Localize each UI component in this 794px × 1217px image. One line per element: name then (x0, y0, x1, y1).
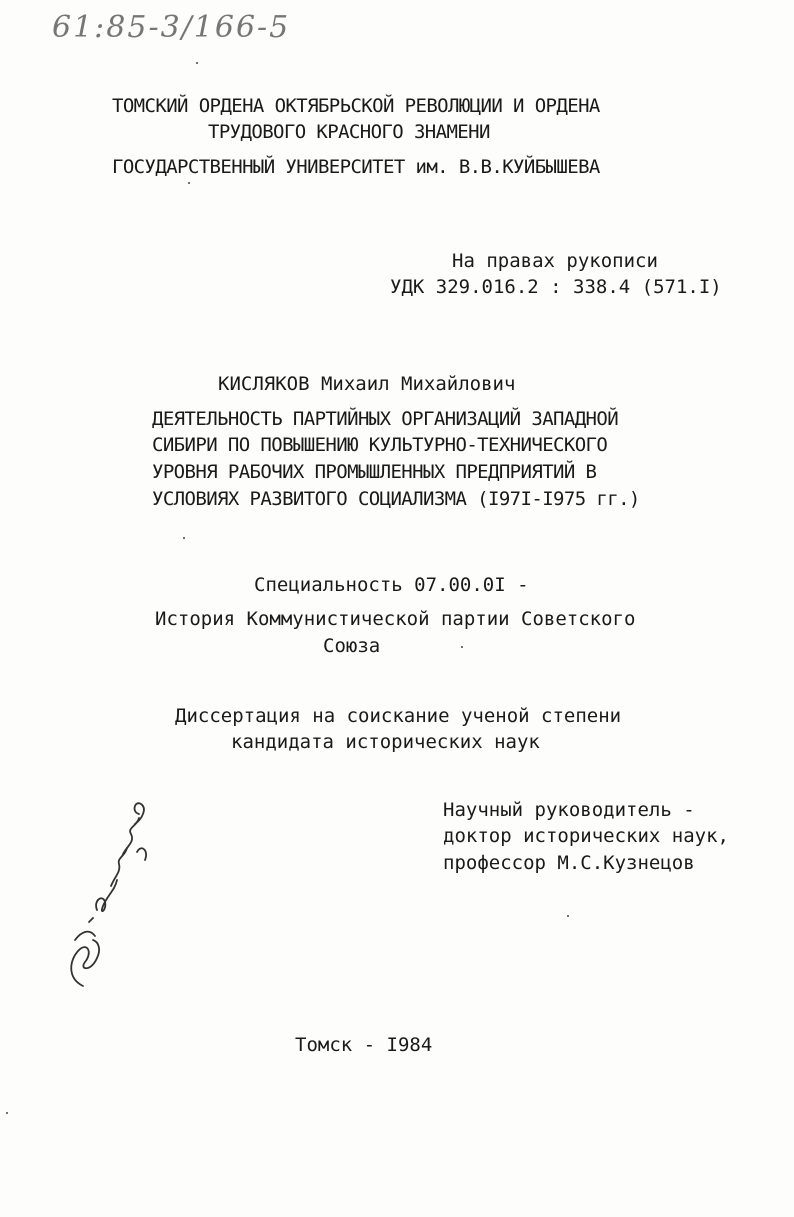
specialty-line-3: Союза (323, 635, 381, 657)
dissertation-line-2: кандидата исторических наук (231, 731, 540, 753)
supervisor-line-2: доктор исторических наук, (443, 825, 729, 847)
paper-speck (567, 915, 569, 917)
institution-line-3: ГОСУДАРСТВЕННЫЙ УНИВЕРСИТЕТ им. В.В.КУЙБЫШЕВА (112, 156, 600, 178)
author-signature (45, 790, 165, 1000)
dissertation-line-1: Диссертация на соискание ученой степени (175, 705, 622, 727)
institution-line-2: ТРУДОВОГО КРАСНОГО ЗНАМЕНИ (208, 121, 490, 143)
author-name: КИСЛЯКОВ Михаил Михайлович (218, 373, 516, 395)
archive-mark: 61:85-3/166-5 (52, 10, 291, 45)
title-line-4: УСЛОВИЯХ РАЗВИТОГО СОЦИАЛИЗМА (I97I-I975 гг.) (152, 488, 640, 510)
supervisor-line-1: Научный руководитель - (443, 799, 695, 821)
paper-speck (6, 1112, 8, 1114)
place-year: Томск - I984 (295, 1034, 433, 1056)
title-line-2: СИБИРИ ПО ПОВЫШЕНИЮ КУЛЬТУРНО-ТЕХНИЧЕСКОГО (152, 434, 608, 456)
title-line-1: ДЕЯТЕЛЬНОСТЬ ПАРТИЙНЫХ ОРГАНИЗАЦИЙ ЗАПАДНОЙ (152, 408, 619, 430)
title-line-3: УРОВНЯ РАБОЧИХ ПРОМЫШЛЕННЫХ ПРЕДПРИЯТИЙ В (152, 461, 597, 483)
supervisor-line-3: профессор М.С.Кузнецов (443, 852, 695, 874)
paper-speck (196, 62, 198, 64)
paper-speck (183, 537, 185, 539)
specialty-line-1: Специальность 07.00.0I - (254, 574, 529, 596)
specialty-line-2: История Коммунистической партии Советского (155, 608, 636, 630)
paper-speck (461, 646, 463, 648)
udc-code: УДК 329.016.2 : 338.4 (571.I) (390, 276, 722, 298)
paper-speck (188, 182, 190, 184)
manuscript-rights: На правах рукописи (452, 250, 658, 272)
institution-line-1: ТОМСКИЙ ОРДЕНА ОКТЯБРЬСКОЙ РЕВОЛЮЦИИ И ОРДЕНА (112, 95, 600, 117)
